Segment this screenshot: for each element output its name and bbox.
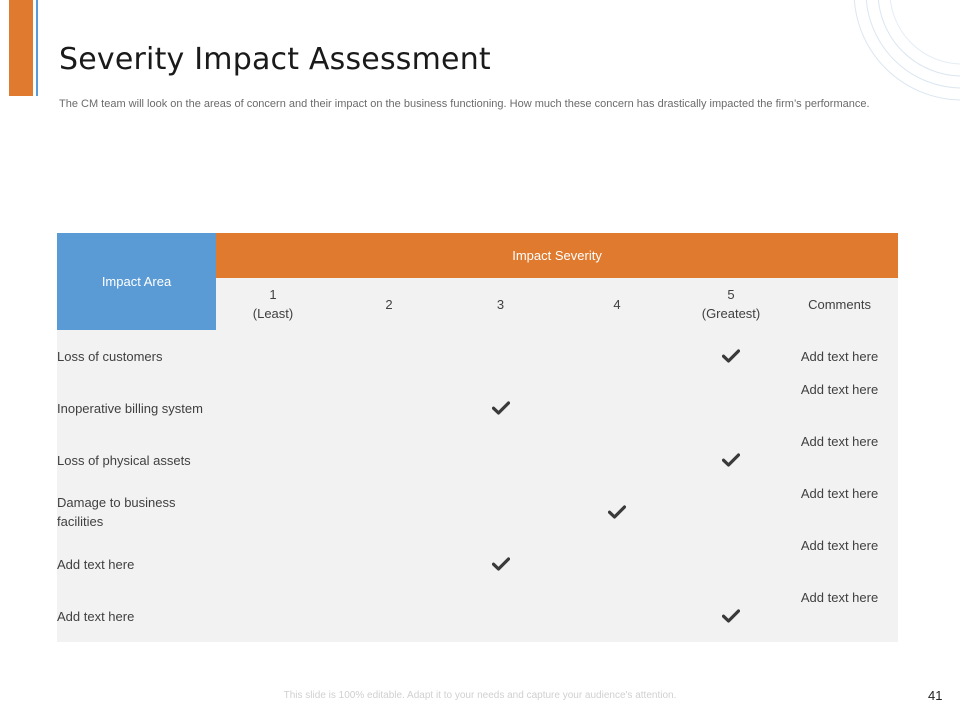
severity-level-caption: (Greatest)	[701, 306, 761, 321]
severity-cell	[216, 434, 330, 486]
comment-cell: Add text here	[781, 382, 898, 434]
footer-note: This slide is 100% editable. Adapt it to your needs and capture your audience's attention.	[283, 690, 677, 701]
severity-cell	[553, 486, 681, 538]
severity-level-header	[330, 278, 448, 330]
severity-level-number: 4	[613, 296, 621, 312]
severity-level-header	[216, 278, 330, 330]
severity-cell	[681, 330, 781, 382]
severity-level-number: 2	[385, 296, 393, 312]
comment-cell: Add text here	[781, 434, 898, 486]
severity-cell	[681, 486, 781, 538]
severity-cell	[216, 538, 330, 590]
corner-arcs-decoration	[850, 0, 960, 110]
severity-cell	[330, 382, 448, 434]
severity-cell	[681, 434, 781, 486]
severity-cell	[216, 486, 330, 538]
table-row	[57, 538, 898, 590]
severity-level-header	[681, 278, 781, 330]
impact-severity-header: Impact Severity	[216, 233, 898, 278]
comments-header: Comments	[781, 278, 898, 330]
severity-cell	[216, 330, 330, 382]
table-row	[57, 590, 898, 642]
severity-cell	[330, 590, 448, 642]
severity-cell	[681, 590, 781, 642]
severity-cell	[553, 538, 681, 590]
severity-cell	[553, 330, 681, 382]
accent-line	[36, 0, 38, 96]
impact-area-cell: Add text here	[57, 590, 216, 642]
comment-cell: Add text here	[781, 538, 898, 590]
impact-area-cell: Loss of customers	[57, 330, 216, 382]
severity-cell	[448, 434, 553, 486]
table-row	[57, 382, 898, 434]
checkmark-icon	[722, 451, 740, 468]
severity-cell	[448, 486, 553, 538]
severity-level-header	[448, 278, 553, 330]
impact-area-cell: Loss of physical assets	[57, 434, 216, 486]
severity-level-number: 5	[727, 287, 735, 302]
severity-level-number: 3	[496, 296, 505, 312]
impact-area-cell: Damage to business facilities	[57, 486, 216, 538]
checkmark-icon	[722, 607, 740, 624]
severity-level-header	[553, 278, 681, 330]
checkmark-icon	[722, 347, 740, 364]
table-row	[57, 330, 898, 382]
table-row	[57, 486, 898, 538]
severity-cell	[330, 434, 448, 486]
impact-area-cell: Inoperative billing system	[57, 382, 216, 434]
severity-cell	[681, 538, 781, 590]
severity-cell	[448, 330, 553, 382]
table-row	[57, 434, 898, 486]
checkmark-icon	[492, 555, 510, 572]
checkmark-icon	[608, 503, 626, 520]
severity-cell	[681, 382, 781, 434]
slide-title: Severity Impact Assessment	[59, 42, 491, 77]
impact-area-header: Impact Area	[57, 233, 216, 330]
comment-cell: Add text here	[781, 330, 898, 382]
severity-cell	[216, 590, 330, 642]
severity-cell	[330, 330, 448, 382]
severity-cell	[448, 590, 553, 642]
severity-cell	[553, 590, 681, 642]
severity-cell	[448, 538, 553, 590]
comment-cell: Add text here	[781, 486, 898, 538]
comment-cell: Add text here	[781, 590, 898, 642]
severity-cell	[216, 382, 330, 434]
severity-level-number: 1	[269, 287, 277, 302]
severity-cell	[330, 538, 448, 590]
slide-subtitle: The CM team will look on the areas of concern and their impact on the business functioning. How much these concern has drastically impacted the firm’s performance.	[59, 98, 870, 110]
severity-cell	[330, 486, 448, 538]
severity-cell	[553, 382, 681, 434]
page-number: 41	[928, 688, 943, 703]
severity-level-caption: (Least)	[252, 306, 294, 321]
accent-bar	[9, 0, 33, 96]
severity-cell	[448, 382, 553, 434]
severity-cell	[553, 434, 681, 486]
impact-area-cell: Add text here	[57, 538, 216, 590]
checkmark-icon	[492, 399, 510, 416]
severity-table	[57, 233, 898, 642]
